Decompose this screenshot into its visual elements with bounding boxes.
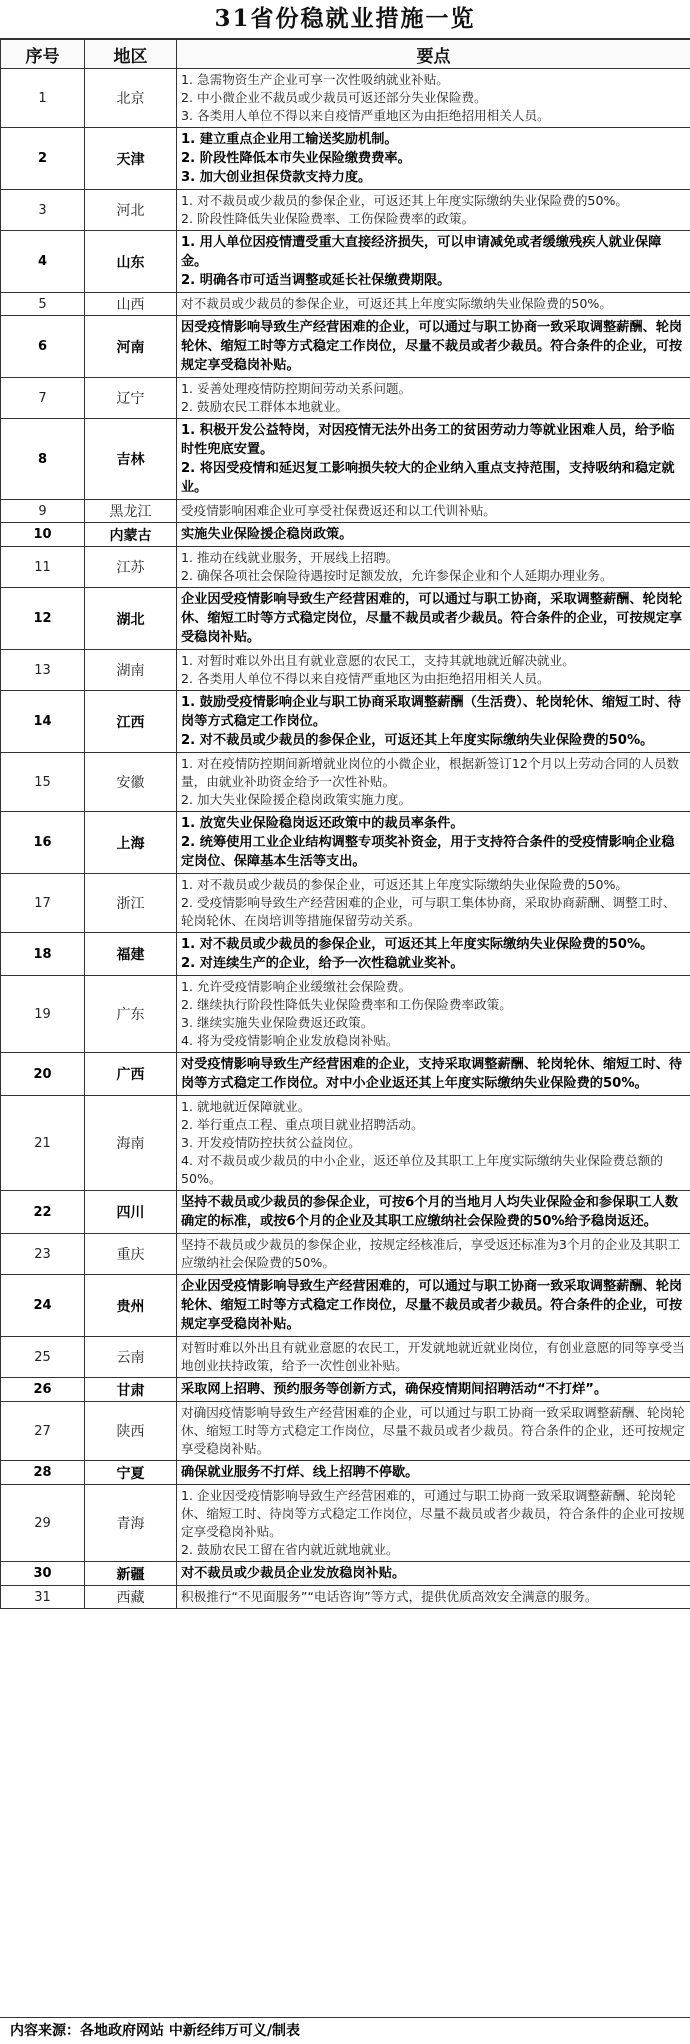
row-number: 20: [1, 1053, 85, 1096]
page-title: 31省份稳就业措施一览: [0, 0, 690, 39]
table-row: [1, 1562, 690, 1586]
row-region: 河南: [85, 316, 177, 378]
point-text: 2. 阶段性降低本市失业保险缴费费率。: [181, 149, 686, 168]
point-text: 3. 各类用人单位不得以来自疫情严重地区为由拒绝招用相关人员。: [181, 107, 686, 125]
table-row: [1, 1402, 690, 1461]
table-row: [1, 933, 690, 976]
point-text: 2. 确保各项社会保险待遇按时足额发放，允许参保企业和个人延期办理业务。: [181, 567, 686, 585]
point-text: 1. 建立重点企业用工输送奖励机制。: [181, 130, 686, 149]
row-points: [177, 293, 690, 316]
row-number: 6: [1, 316, 85, 378]
row-points: [177, 691, 690, 753]
point-text: 2. 对不裁员或少裁员的参保企业，可返还其上年度实际缴纳失业保险费的50%。: [181, 731, 686, 750]
row-region: 宁夏: [85, 1461, 177, 1485]
point-text: 积极推行“不见面服务”“电话咨询”等方式，提供优质高效安全满意的服务。: [181, 1588, 686, 1606]
row-region: 甘肃: [85, 1378, 177, 1402]
table-row: [1, 874, 690, 933]
row-points: [177, 1562, 690, 1586]
row-region: 浙江: [85, 874, 177, 933]
point-text: 2. 鼓励农民工群体本地就业。: [181, 398, 686, 416]
table-row: [1, 231, 690, 293]
row-number: 17: [1, 874, 85, 933]
table-row: [1, 293, 690, 316]
row-region: 陕西: [85, 1402, 177, 1461]
point-text: 对不裁员或少裁员企业发放稳岗补贴。: [181, 1564, 686, 1583]
row-points: [177, 1275, 690, 1337]
row-region: 吉林: [85, 419, 177, 500]
row-points: [177, 1096, 690, 1191]
point-text: 2. 各类用人单位不得以来自疫情严重地区为由拒绝招用相关人员。: [181, 670, 686, 688]
row-number: 31: [1, 1586, 85, 1609]
table-row: [1, 69, 690, 128]
point-text: 对确因疫情影响导致生产经营困难的企业，可以通过与职工协商一致采取调整薪酬、轮岗轮休、缩短工时等方式稳定工作岗位，尽量不裁员或者少裁员。符合条件的企业，还可按规定享受稳岗补贴。: [181, 1404, 686, 1458]
row-points: [177, 500, 690, 523]
row-points: [177, 874, 690, 933]
source-note: 内容来源：各地政府网站 中新经纬万可义/制表: [0, 2017, 690, 2043]
table-row: [1, 190, 690, 231]
row-number: 8: [1, 419, 85, 500]
table-row: [1, 1586, 690, 1609]
row-number: 4: [1, 231, 85, 293]
row-number: 12: [1, 588, 85, 650]
row-points: [177, 1378, 690, 1402]
row-number: 5: [1, 293, 85, 316]
row-number: 16: [1, 812, 85, 874]
row-points: [177, 753, 690, 812]
row-region: 广东: [85, 976, 177, 1053]
row-number: 27: [1, 1402, 85, 1461]
row-points: [177, 190, 690, 231]
table-row: [1, 1234, 690, 1275]
point-text: 2. 对连续生产的企业，给予一次性稳就业奖补。: [181, 954, 686, 973]
row-points: [177, 523, 690, 547]
point-text: 对暂时难以外出且有就业意愿的农民工，开发就地就近就业岗位，有创业意愿的同等享受当地创业扶持政策，给予一次性创业补贴。: [181, 1339, 686, 1375]
row-number: 14: [1, 691, 85, 753]
row-points: [177, 1053, 690, 1096]
row-number: 26: [1, 1378, 85, 1402]
table-row: [1, 691, 690, 753]
point-text: 1. 对不裁员或少裁员的参保企业，可返还其上年度实际缴纳失业保险费的50%。: [181, 935, 686, 954]
point-text: 1. 用人单位因疫情遭受重大直接经济损失，可以申请减免或者缓缴残疾人就业保障金。: [181, 233, 686, 271]
row-points: [177, 933, 690, 976]
point-text: 3. 开发疫情防控扶贫公益岗位。: [181, 1134, 686, 1152]
table-row: [1, 976, 690, 1053]
point-text: 1. 放宽失业保险稳岗返还政策中的裁员率条件。: [181, 814, 686, 833]
row-points: [177, 650, 690, 691]
row-region: 内蒙古: [85, 523, 177, 547]
row-points: [177, 1586, 690, 1609]
header-points: 要点: [177, 40, 690, 69]
table-body: [1, 69, 690, 1609]
row-number: 23: [1, 1234, 85, 1275]
row-number: 21: [1, 1096, 85, 1191]
row-points: [177, 128, 690, 190]
row-number: 10: [1, 523, 85, 547]
row-points: [177, 378, 690, 419]
table-row: [1, 378, 690, 419]
point-text: 3. 继续实施失业保险费返还政策。: [181, 1014, 686, 1032]
point-text: 1. 企业因受疫情影响导致生产经营困难的，可通过与职工协商一致采取调整薪酬、轮岗轮休、缩短工时、待岗等方式稳定工作岗位，尽量不裁员或者少裁员，符合条件的企业可按规定享受稳岗补贴。: [181, 1487, 686, 1541]
point-text: 受疫情影响困难企业可享受社保费返还和以工代训补贴。: [181, 502, 686, 520]
table-row: [1, 500, 690, 523]
point-text: 1. 急需物资生产企业可享一次性吸纳就业补贴。: [181, 71, 686, 89]
row-number: 2: [1, 128, 85, 190]
table-row: [1, 1096, 690, 1191]
row-number: 30: [1, 1562, 85, 1586]
table-row: [1, 547, 690, 588]
row-region: 江苏: [85, 547, 177, 588]
row-region: 湖南: [85, 650, 177, 691]
point-text: 企业因受疫情影响导致生产经营困难的，可以通过与职工协商，采取调整薪酬、轮岗轮休、缩短工时等方式稳定岗位，尽量不裁员或者少裁员。符合条件的企业，可按规定享受稳岗补贴。: [181, 590, 686, 647]
point-text: 2. 举行重点工程、重点项目就业招聘活动。: [181, 1116, 686, 1134]
row-points: [177, 1191, 690, 1234]
row-number: 7: [1, 378, 85, 419]
row-number: 25: [1, 1337, 85, 1378]
row-points: [177, 588, 690, 650]
point-text: 2. 受疫情影响导致生产经营困难的企业，可与职工集体协商，采取协商薪酬、调整工时、轮岗轮休、在岗培训等措施保留劳动关系。: [181, 894, 686, 930]
table-row: [1, 753, 690, 812]
row-points: [177, 812, 690, 874]
row-number: 19: [1, 976, 85, 1053]
row-region: 辽宁: [85, 378, 177, 419]
point-text: 对不裁员或少裁员的参保企业，可返还其上年度实际缴纳失业保险费的50%。: [181, 295, 686, 313]
table-row: [1, 128, 690, 190]
row-region: 北京: [85, 69, 177, 128]
point-text: 1. 对在疫情防控期间新增就业岗位的小微企业，根据新签订12个月以上劳动合同的人员数量，由就业补助资金给予一次性补贴。: [181, 755, 686, 791]
table-header-row: [1, 40, 690, 69]
point-text: 2. 继续执行阶段性降低失业保险费率和工伤保险费率政策。: [181, 996, 686, 1014]
row-points: [177, 419, 690, 500]
row-points: [177, 1234, 690, 1275]
row-points: [177, 231, 690, 293]
point-text: 1. 积极开发公益特岗，对因疫情无法外出务工的贫困劳动力等就业困难人员，给予临时性兜底安置。: [181, 421, 686, 459]
row-number: 9: [1, 500, 85, 523]
row-number: 3: [1, 190, 85, 231]
table-row: [1, 588, 690, 650]
header-region: 地区: [85, 40, 177, 69]
row-region: 河北: [85, 190, 177, 231]
row-region: 云南: [85, 1337, 177, 1378]
row-points: [177, 1337, 690, 1378]
table-row: [1, 812, 690, 874]
point-text: 实施失业保险援企稳岗政策。: [181, 525, 686, 544]
row-number: 28: [1, 1461, 85, 1485]
point-text: 1. 对不裁员或少裁员的参保企业，可返还其上年度实际缴纳失业保险费的50%。: [181, 192, 686, 210]
row-points: [177, 1402, 690, 1461]
table-row: [1, 1275, 690, 1337]
point-text: 因受疫情影响导致生产经营困难的企业，可以通过与职工协商一致采取调整薪酬、轮岗轮休、缩短工时等方式稳定工作岗位，尽量不裁员或者少裁员。符合条件的企业，可按规定享受稳岗补贴。: [181, 318, 686, 375]
point-text: 1. 对暂时难以外出且有就业意愿的农民工，支持其就地就近解决就业。: [181, 652, 686, 670]
row-region: 新疆: [85, 1562, 177, 1586]
measures-table: [0, 39, 690, 1609]
point-text: 1. 就地就近保障就业。: [181, 1098, 686, 1116]
row-number: 1: [1, 69, 85, 128]
row-region: 青海: [85, 1485, 177, 1562]
row-points: [177, 1485, 690, 1562]
point-text: 3. 加大创业担保贷款支持力度。: [181, 168, 686, 187]
row-points: [177, 547, 690, 588]
point-text: 2. 中小微企业不裁员或少裁员可返还部分失业保险费。: [181, 89, 686, 107]
table-row: [1, 1053, 690, 1096]
table-row: [1, 523, 690, 547]
row-region: 山西: [85, 293, 177, 316]
table-row: [1, 1378, 690, 1402]
row-points: [177, 69, 690, 128]
point-text: 2. 加大失业保险援企稳岗政策实施力度。: [181, 791, 686, 809]
point-text: 1. 对不裁员或少裁员的参保企业，可返还其上年度实际缴纳失业保险费的50%。: [181, 876, 686, 894]
point-text: 确保就业服务不打烊、线上招聘不停歇。: [181, 1463, 686, 1482]
row-region: 上海: [85, 812, 177, 874]
row-points: [177, 976, 690, 1053]
point-text: 1. 妥善处理疫情防控期间劳动关系问题。: [181, 380, 686, 398]
point-text: 2. 鼓励农民工留在省内就近就地就业。: [181, 1541, 686, 1559]
row-region: 广西: [85, 1053, 177, 1096]
point-text: 4. 将为受疫情影响企业发放稳岗补贴。: [181, 1032, 686, 1050]
row-region: 天津: [85, 128, 177, 190]
row-region: 重庆: [85, 1234, 177, 1275]
row-region: 贵州: [85, 1275, 177, 1337]
row-region: 福建: [85, 933, 177, 976]
point-text: 采取网上招聘、预约服务等创新方式，确保疫情期间招聘活动“不打烊”。: [181, 1380, 686, 1399]
point-text: 4. 对不裁员或少裁员的中小企业，返还单位及其职工上年度实际缴纳失业保险费总额的50%。: [181, 1152, 686, 1188]
row-region: 安徽: [85, 753, 177, 812]
point-text: 对受疫情影响导致生产经营困难的企业，支持采取调整薪酬、轮岗轮休、缩短工时、待岗等方式稳定工作岗位。对中小企业返还其上年度实际缴纳失业保险费的50%。: [181, 1055, 686, 1093]
table-row: [1, 1337, 690, 1378]
point-text: 2. 明确各市可适当调整或延长社保缴费期限。: [181, 271, 686, 290]
table-row: [1, 419, 690, 500]
point-text: 企业因受疫情影响导致生产经营困难的，可以通过与职工协商一致采取调整薪酬、轮岗轮休、缩短工时等方式稳定工作岗位，尽量不裁员或者少裁员。符合条件的企业，可按规定享受稳岗补贴。: [181, 1277, 686, 1334]
row-number: 15: [1, 753, 85, 812]
point-text: 1. 允许受疫情影响企业缓缴社会保险费。: [181, 978, 686, 996]
row-region: 江西: [85, 691, 177, 753]
header-no: 序号: [1, 40, 85, 69]
table-row: [1, 650, 690, 691]
row-number: 29: [1, 1485, 85, 1562]
point-text: 2. 阶段性降低失业保险费率、工伤保险费率的政策。: [181, 210, 686, 228]
table-row: [1, 1461, 690, 1485]
row-number: 24: [1, 1275, 85, 1337]
table-row: [1, 316, 690, 378]
row-region: 四川: [85, 1191, 177, 1234]
point-text: 坚持不裁员或少裁员的参保企业，可按6个月的当地月人均失业保险金和参保职工人数确定的标准，或按6个月的企业及其职工应缴纳社会保险费的50%给予稳岗返还。: [181, 1193, 686, 1231]
point-text: 2. 统筹使用工业企业结构调整专项奖补资金，用于支持符合条件的受疫情影响企业稳定岗位、保障基本生活等支出。: [181, 833, 686, 871]
row-region: 湖北: [85, 588, 177, 650]
row-number: 11: [1, 547, 85, 588]
point-text: 1. 鼓励受疫情影响企业与职工协商采取调整薪酬（生活费）、轮岗轮休、缩短工时、待岗等方式稳定工作岗位。: [181, 693, 686, 731]
point-text: 1. 推动在线就业服务，开展线上招聘。: [181, 549, 686, 567]
row-number: 22: [1, 1191, 85, 1234]
row-region: 西藏: [85, 1586, 177, 1609]
row-region: 海南: [85, 1096, 177, 1191]
table-row: [1, 1191, 690, 1234]
table-row: [1, 1485, 690, 1562]
row-points: [177, 1461, 690, 1485]
row-region: 黑龙江: [85, 500, 177, 523]
row-region: 山东: [85, 231, 177, 293]
point-text: 2. 将因受疫情和延迟复工影响损失较大的企业纳入重点支持范围，支持吸纳和稳定就业。: [181, 459, 686, 497]
row-points: [177, 316, 690, 378]
point-text: 坚持不裁员或少裁员的参保企业，按规定经核准后，享受返还标准为3个月的企业及其职工应缴纳社会保险费的50%。: [181, 1236, 686, 1272]
row-number: 18: [1, 933, 85, 976]
row-number: 13: [1, 650, 85, 691]
